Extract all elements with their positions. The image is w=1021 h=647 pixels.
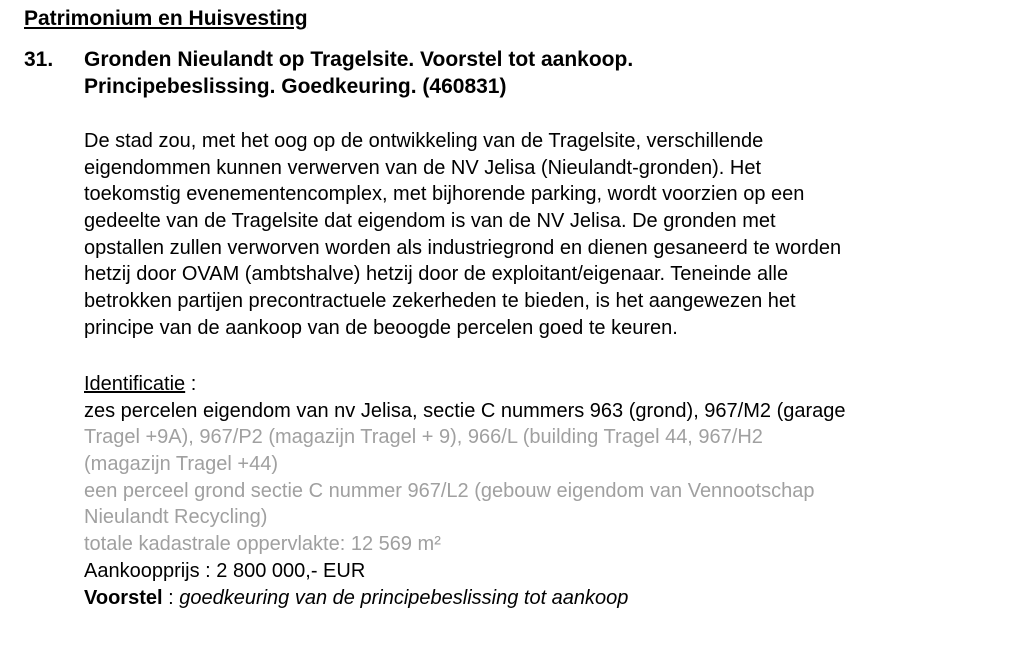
intro-paragraph bbox=[84, 128, 841, 342]
proposal-separator: : bbox=[162, 586, 180, 609]
purchase-price-line: Aankoopprijs : 2 800 000,- EUR bbox=[84, 559, 366, 582]
identification-line: zes percelen eigendom van nv Jelisa, sectie C nummers 963 (grond), 967/M2 (garage bbox=[84, 399, 846, 422]
identification-line: Tragel +9A), 967/P2 (magazijn Tragel + 9), 966/L (building Tragel 44, 967/H2 bbox=[84, 426, 763, 449]
identification-line: een perceel grond sectie C nummer 967/L2 (gebouw eigendom van Vennootschap bbox=[84, 479, 815, 502]
identification-line: (magazijn Tragel +44) bbox=[84, 453, 278, 476]
identification-heading-line bbox=[84, 371, 846, 398]
intro-line: opstallen zullen verworven worden als industriegrond en dienen gesaneerd te worden bbox=[84, 236, 842, 259]
intro-line: toekomstig evenementencomplex, met bijhorende parking, wordt voorzien op een bbox=[84, 183, 805, 206]
intro-line: principe van de aankoop van de beoogde percelen goed te keuren. bbox=[84, 316, 678, 339]
proposal-line bbox=[84, 585, 846, 612]
intro-line: betrokken partijen precontractuele zekerheden te bieden, is het aangewezen het bbox=[84, 290, 796, 313]
identification-heading: Identificatie bbox=[84, 373, 186, 395]
item-title-line-1: Gronden Nieulandt op Tragelsite. Voorstel tot aankoop. bbox=[84, 48, 634, 71]
proposal-label: Voorstel bbox=[84, 586, 163, 609]
intro-line: De stad zou, met het oog op de ontwikkeling van de Tragelsite, verschillende bbox=[84, 130, 764, 152]
item-number: 31. bbox=[24, 48, 54, 71]
item-title-line-2: Principebeslissing. Goedkeuring. (460831) bbox=[84, 74, 507, 98]
identification-line: Nieulandt Recycling) bbox=[84, 506, 268, 529]
intro-line: hetzij door OVAM (ambtshalve) hetzij door de exploitant/eigenaar. Teneinde alle bbox=[84, 263, 789, 286]
total-area-line: totale kadastrale oppervlakte: 12 569 m² bbox=[84, 533, 441, 556]
intro-line: gedeelte van de Tragelsite dat eigendom is van de NV Jelisa. De gronden met bbox=[84, 210, 776, 233]
identification-block bbox=[84, 371, 846, 611]
item-title bbox=[84, 46, 633, 99]
section-title: Patrimonium en Huisvesting bbox=[24, 7, 308, 30]
identification-heading-suffix: : bbox=[185, 373, 197, 395]
proposal-text: goedkeuring van de principebeslissing tot aankoop bbox=[179, 586, 629, 609]
intro-line: eigendommen kunnen verwerven van de NV Jelisa (Nieulandt-gronden). Het bbox=[84, 156, 762, 179]
